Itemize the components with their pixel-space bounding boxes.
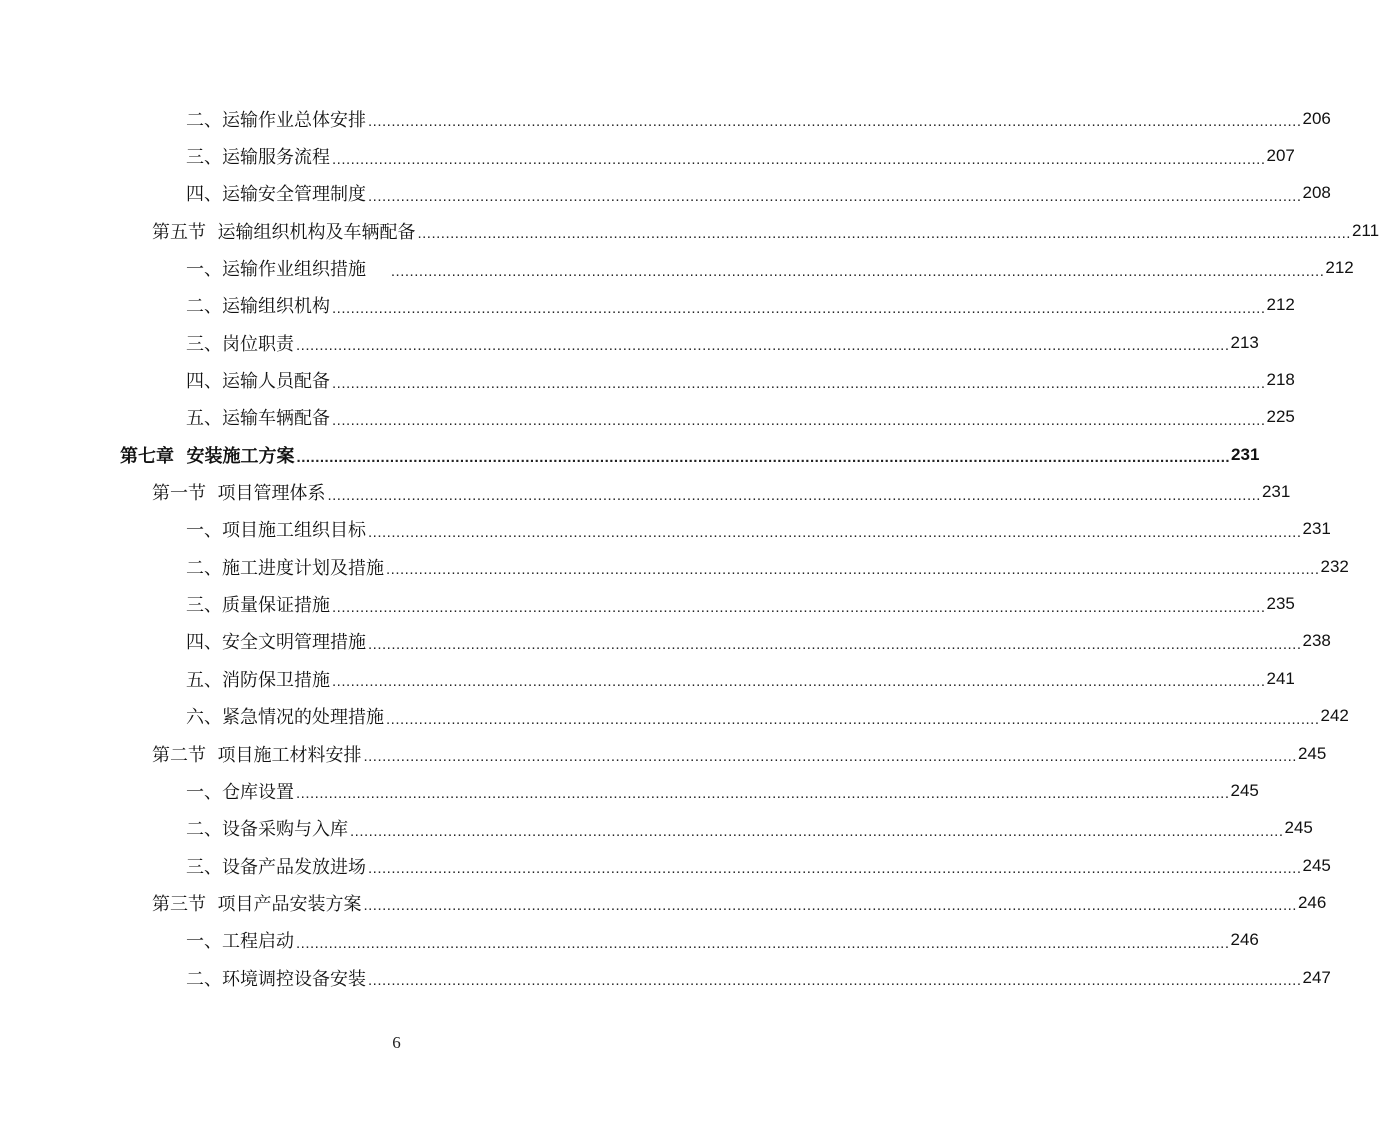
toc-entry-title: 四、安全文明管理措施 [186,628,368,654]
toc-entry-item [186,847,1331,884]
dot-leader: ........................................................................................................................................................................................................ [368,972,1302,990]
toc-entry-page-number: 213 [1230,332,1259,352]
dot-leader: ........................................................................................................................................................................................................ [332,150,1266,168]
toc-entry-page-number: 242 [1320,706,1349,726]
toc-entry-title: 一、项目施工组织目标 [186,516,368,542]
dot-leader: ........................................................................................................................................................................................................ [363,748,1297,766]
toc-entry-page-number: 212 [1325,258,1354,278]
toc-entry-item [186,361,1295,398]
toc-entry-chapter [120,436,1260,473]
toc-entry-item [186,548,1349,585]
toc-entry-page-number: 225 [1266,407,1295,427]
toc-entry-page-number: 245 [1284,818,1313,838]
toc-entry-item [186,922,1259,959]
toc-entry-title: 第七章 安装施工方案 [120,442,297,468]
dot-leader: ........................................................................................................................................................................................................ [332,411,1266,429]
dot-leader: ........................................................................................................................................................................................................ [363,897,1297,915]
toc-entry-page-number: 208 [1302,183,1331,203]
toc-entry-title: 二、环境调控设备安装 [186,965,368,991]
toc-entry-item [186,698,1349,735]
dot-leader: ........................................................................................................................................................................................................ [386,710,1320,728]
toc-entry-page-number: 211 [1351,220,1379,240]
toc-entry-item [186,660,1295,697]
dot-leader: ........................................................................................................................................................................................................ [368,635,1302,653]
toc-entry-title: 二、运输组织机构 [186,292,332,318]
toc-entry-item [186,399,1295,436]
dot-leader: ........................................................................................................................................................................................................ [332,299,1266,317]
dot-leader: ........................................................................................................................................................................................................ [368,523,1302,541]
toc-entry-title: 三、运输服务流程 [186,143,332,169]
toc-entry-title: 一、工程启动 [186,927,296,953]
dot-leader: ........................................................................................................................................................................................................ [350,822,1284,840]
toc-entry-page-number: 245 [1302,855,1331,875]
toc-entry-title: 三、岗位职责 [186,330,296,356]
dot-leader: ........................................................................................................................................................................................................ [368,113,1302,131]
toc-entry-title: 三、设备产品发放进场 [186,853,368,879]
toc-entry-item [186,623,1331,660]
toc-entry-item [186,585,1295,622]
dot-leader: ........................................................................................................................................................................................................ [296,337,1230,355]
toc-entry-item [186,100,1331,137]
toc-entry-title: 第二节 项目施工材料安排 [152,741,363,767]
toc-entry-item [186,324,1259,361]
toc-entry-page-number: 231 [1261,482,1291,502]
toc-entry-title: 二、施工进度计划及措施 [186,554,386,580]
toc-entry-page-number: 231 [1231,444,1260,464]
dot-leader: ........................................................................................................................................................................................................ [332,374,1266,392]
toc-entry-title: 五、运输车辆配备 [186,404,332,430]
toc-entry-title: 三、质量保证措施 [186,591,332,617]
toc-entry-section [152,473,1291,510]
toc-entry-page-number: 247 [1302,967,1331,987]
dot-leader: ........................................................................................................................................................................................................ [327,486,1261,504]
toc-entry-item [186,511,1331,548]
toc-entry-page-number: 246 [1230,930,1259,950]
toc-entry-item [186,175,1331,212]
toc-entry-title: 一、运输作业组织措施 [186,255,391,281]
toc-entry-page-number: 206 [1302,108,1331,128]
toc-entry-page-number: 245 [1230,780,1259,800]
toc-entry-page-number: 241 [1266,668,1295,688]
toc-entry-section [152,212,1379,249]
toc-entry-page-number: 212 [1266,295,1295,315]
toc-entry-section [152,735,1327,772]
dot-leader: ........................................................................................................................................................................................................ [368,860,1302,878]
toc-entry-title: 第三节 项目产品安装方案 [152,890,363,916]
toc-entry-section [152,884,1327,921]
dot-leader: ........................................................................................................................................................................................................ [390,262,1325,280]
toc-entry-page-number: 231 [1302,519,1331,539]
dot-leader: ........................................................................................................................................................................................................ [386,561,1320,579]
toc-entry-title: 二、设备采购与入库 [186,815,350,841]
toc-entry-page-number: 235 [1266,594,1295,614]
toc-entry-title: 第一节 项目管理体系 [152,479,327,505]
dot-leader: ........................................................................................................................................................................................................ [296,785,1230,803]
toc-entry-page-number: 207 [1266,146,1295,166]
toc-entry-item [186,287,1295,324]
toc-entry-item [186,810,1313,847]
toc-entry-item [186,249,1354,286]
toc-entry-item [186,137,1295,174]
toc-entry-page-number: 246 [1297,892,1327,912]
toc-entry-item [186,772,1259,809]
toc-entry-page-number: 245 [1297,743,1327,763]
dot-leader: ........................................................................................................................................................................................................ [296,934,1230,952]
dot-leader: ........................................................................................................................................................................................................ [417,225,1351,243]
toc-entry-title: 第五节 运输组织机构及车辆配备 [152,218,417,244]
toc-entry-item [186,959,1331,996]
dot-leader: ........................................................................................................................................................................................................ [332,673,1266,691]
toc-entry-page-number: 218 [1266,370,1295,390]
toc-entry-title: 二、运输作业总体安排 [186,106,368,132]
toc-entry-title: 一、仓库设置 [186,778,296,804]
toc-entry-title: 四、运输安全管理制度 [186,180,368,206]
dot-leader: ........................................................................................................................................................................................................ [368,187,1302,205]
toc-entry-title: 四、运输人员配备 [186,367,332,393]
dot-leader: ........................................................................................................................................................................................................ [296,449,1231,467]
toc-entry-title: 六、紧急情况的处理措施 [186,703,386,729]
dot-leader: ........................................................................................................................................................................................................ [332,598,1266,616]
toc-entry-title: 五、消防保卫措施 [186,666,332,692]
toc-entry-page-number: 232 [1320,556,1349,576]
page-number: 6 [392,1033,401,1052]
table-of-contents [0,100,1379,996]
toc-entry-page-number: 238 [1302,631,1331,651]
